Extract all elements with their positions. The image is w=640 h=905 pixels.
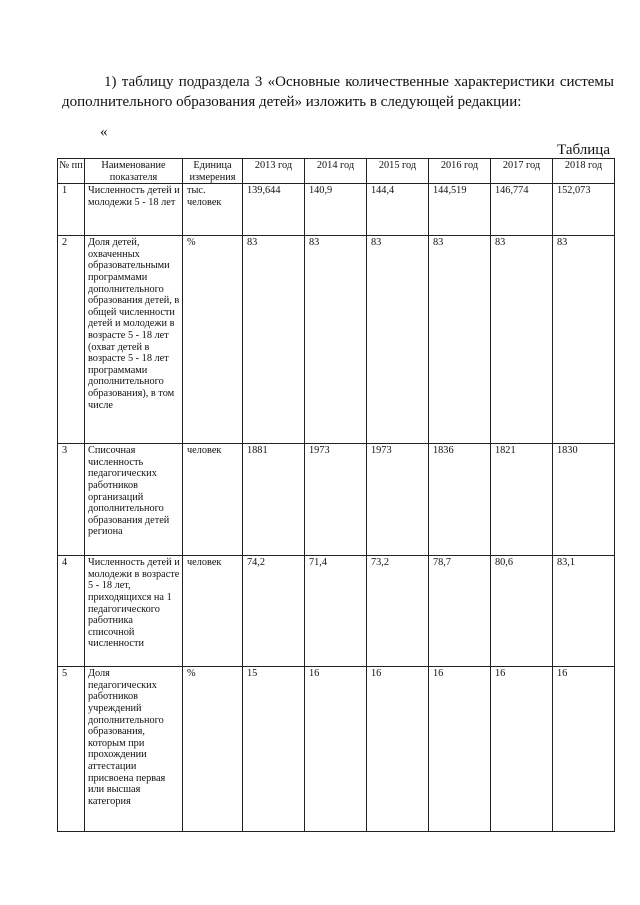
row-value: 1821 (491, 444, 553, 556)
row-name: Доля педагогических работников учреждений дополнительного образования, которым при прохождении аттестации присвоена первая или высшая категория (85, 667, 183, 832)
header-year-2014: 2014 год (305, 159, 367, 184)
row-value: 144,4 (367, 184, 429, 236)
row-value: 146,774 (491, 184, 553, 236)
row-value: 78,7 (429, 556, 491, 667)
row-value: 139,644 (243, 184, 305, 236)
row-value: 16 (305, 667, 367, 832)
row-value: 83 (305, 236, 367, 444)
row-value: 74,2 (243, 556, 305, 667)
row-value: 1830 (553, 444, 615, 556)
row-value: 71,4 (305, 556, 367, 667)
paragraph-line-2: дополнительного образования детей» изложить в следующей редакции: (62, 94, 522, 110)
paragraph-line-1: 1) таблицу подраздела 3 «Основные количественные характеристики системы (104, 74, 614, 90)
characteristics-table (57, 158, 615, 832)
row-name: Численность детей и молодежи 5 - 18 лет (85, 184, 183, 236)
row-unit: человек (183, 556, 243, 667)
row-value: 83 (553, 236, 615, 444)
row-value: 140,9 (305, 184, 367, 236)
row-value: 152,073 (553, 184, 615, 236)
row-value: 16 (553, 667, 615, 832)
row-value: 83,1 (553, 556, 615, 667)
row-num: 4 (58, 556, 85, 667)
row-value: 73,2 (367, 556, 429, 667)
row-value: 16 (491, 667, 553, 832)
row-value: 15 (243, 667, 305, 832)
row-value: 144,519 (429, 184, 491, 236)
table-row (58, 236, 615, 444)
row-value: 80,6 (491, 556, 553, 667)
row-value: 16 (429, 667, 491, 832)
row-value: 1881 (243, 444, 305, 556)
amendment-paragraph (62, 72, 614, 112)
row-num: 5 (58, 667, 85, 832)
row-value: 83 (429, 236, 491, 444)
row-value: 83 (243, 236, 305, 444)
header-year-2015: 2015 год (367, 159, 429, 184)
header-year-2018: 2018 год (553, 159, 615, 184)
row-unit: % (183, 667, 243, 832)
row-value: 1973 (305, 444, 367, 556)
header-name: Наименование показателя (85, 159, 183, 184)
row-value: 1973 (367, 444, 429, 556)
table-row (58, 444, 615, 556)
row-name: Доля детей, охваченных образовательными программами дополнительного образования детей, в общей численности детей и молодежи в возрасте 5 - 18 лет (охват детей в возрасте 5 - 18 лет программами дополнительного образования), в том числе (85, 236, 183, 444)
header-unit: Единица измерения (183, 159, 243, 184)
row-name: Численность детей и молодежи в возрасте 5 - 18 лет, приходящихся на 1 педагогического работника списочной численности (85, 556, 183, 667)
row-value: 83 (367, 236, 429, 444)
row-num: 1 (58, 184, 85, 236)
row-value: 83 (491, 236, 553, 444)
row-num: 2 (58, 236, 85, 444)
row-unit: тыс. человек (183, 184, 243, 236)
row-value: 16 (367, 667, 429, 832)
table-row (58, 184, 615, 236)
header-year-2016: 2016 год (429, 159, 491, 184)
row-value: 1836 (429, 444, 491, 556)
table-row (58, 667, 615, 832)
row-unit: % (183, 236, 243, 444)
row-num: 3 (58, 444, 85, 556)
table-row (58, 556, 615, 667)
header-year-2017: 2017 год (491, 159, 553, 184)
row-name: Списочная численность педагогических работников организаций дополнительного образования детей региона (85, 444, 183, 556)
table-caption: Таблица (557, 142, 610, 158)
header-year-2013: 2013 год (243, 159, 305, 184)
row-unit: человек (183, 444, 243, 556)
opening-quote-mark: « (100, 124, 108, 140)
table-header-row (58, 159, 615, 184)
header-num: № пп (58, 159, 85, 184)
